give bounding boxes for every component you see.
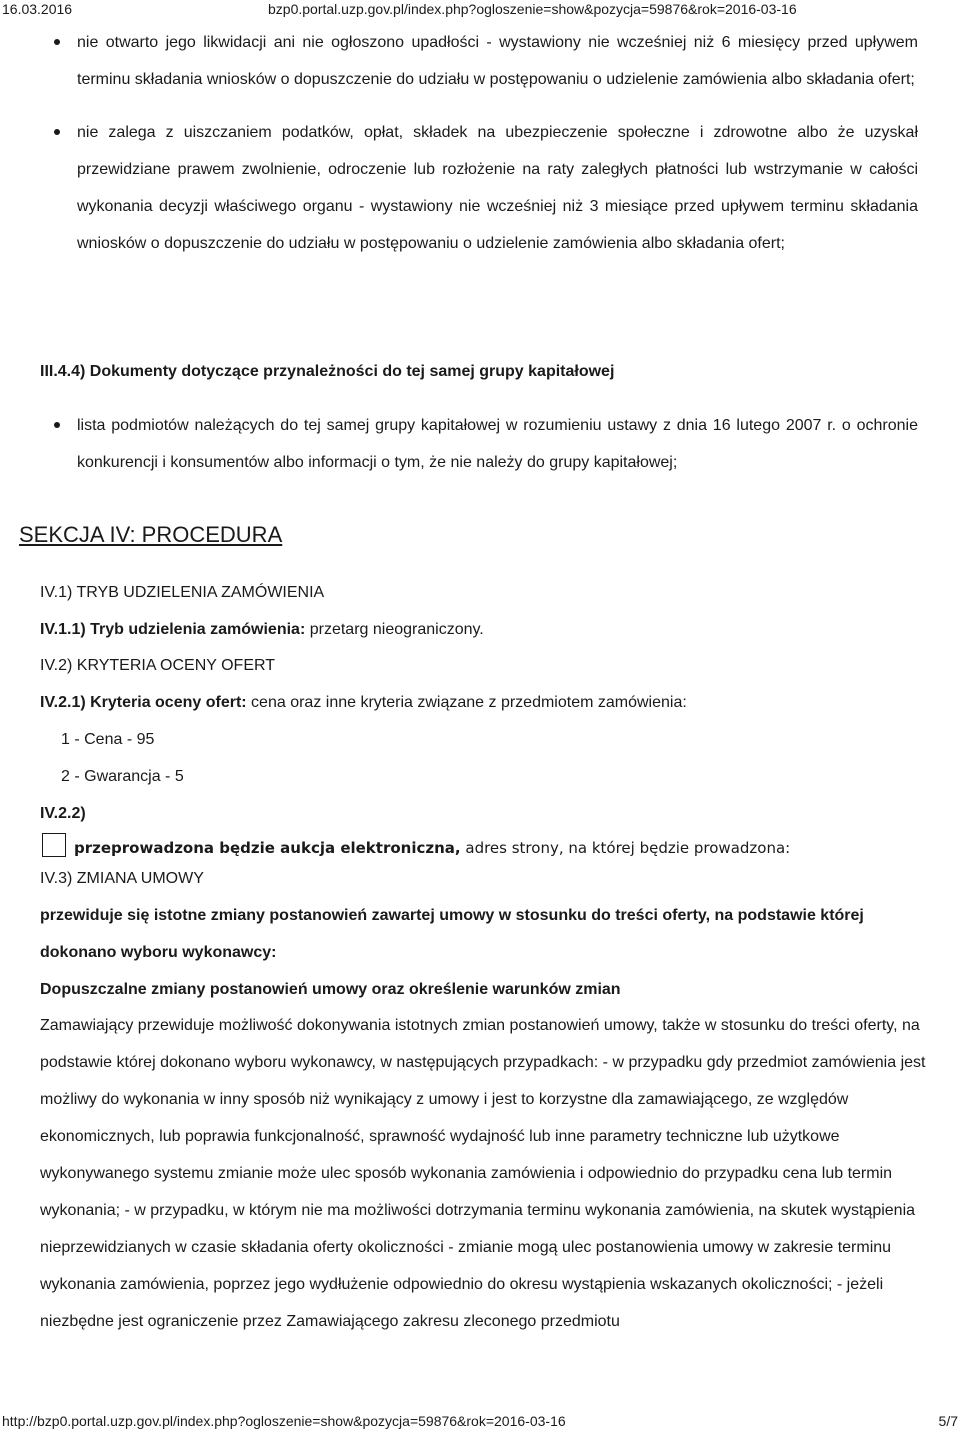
page-number: 5/7: [938, 1413, 958, 1429]
iv11-label: IV.1.1) Tryb udzielenia zamówienia:: [40, 621, 306, 638]
list-item: nie zalega z uiszczaniem podatków, opłat, składek na ubezpieczenie społeczne i zdrowotne albo że uzyskał przewidziane prawem zwolnienie, odroczenie lub rozłożenie na raty zaległych płatności lub wstrzymanie w całości wykonania decyzji właściwego organu - wystawiony nie wcześniej niż 3 miesiące przed upływem terminu składania wniosków o dopuszczenie do udziału w postępowaniu o udzielenie zamówienia albo składania ofert;: [0, 114, 960, 262]
group-documents-list: [0, 407, 960, 481]
iv21-line: [40, 693, 687, 713]
criterion-item: 2 - Gwarancja - 5: [61, 768, 184, 785]
changes-title: Dopuszczalne zmiany postanowień umowy oraz określenie warunków zmian: [40, 981, 621, 998]
print-url: bzp0.portal.uzp.gov.pl/index.php?ogloszenie=show&pozycja=59876&rok=2016-03-16: [268, 1, 797, 17]
iv3-title: IV.3) ZMIANA UMOWY: [40, 870, 204, 887]
section-title-iii-4-4: III.4.4) Dokumenty dotyczące przynależności do tej samej grupy kapitałowej: [40, 363, 615, 380]
criterion-item: 1 - Cena - 95: [61, 731, 155, 748]
iv22-label: IV.2.2): [40, 805, 86, 822]
iv21-label: IV.2.1) Kryteria oceny ofert:: [40, 694, 247, 711]
auction-rest: adres strony, na której będzie prowadzona:: [460, 839, 791, 857]
auction-checkbox: [42, 833, 66, 857]
list-item: nie otwarto jego likwidacji ani nie ogłoszono upadłości - wystawiony nie wcześniej niż 6 miesięcy przed upływem terminu składania wniosków o dopuszczenie do udziału w postępowaniu o udzielenie zamówienia albo składania ofert;: [0, 24, 960, 98]
print-date: 16.03.2016: [2, 1, 73, 17]
iv11-line: [40, 620, 484, 640]
auction-bold: przeprowadzona będzie aukcja elektroniczna,: [74, 839, 461, 857]
list-item: lista podmiotów należących do tej samej grupy kapitałowej w rozumieniu ustawy z dnia 16 lutego 2007 r. o ochronie konkurencji i konsumentów albo informacji o tym, że nie należy do grupy kapitałowej;: [0, 407, 960, 481]
iv2-title: IV.2) KRYTERIA OCENY OFERT: [40, 657, 276, 674]
auction-line: [74, 838, 790, 858]
changes-text: Zamawiający przewiduje możliwość dokonywania istotnych zmian postanowień umowy, także w stosunku do treści oferty, na podstawie której dokonano wyboru wykonawcy, w następujących przypadkach: - w przypadku gdy przedmiot zamówienia jest możliwy do wykonania w inny sposób niż wynikający z umowy i jest to korzystne dla zamawiającego, ze względów ekonomicznych, lub poprawia funkcjonalność, sprawność wydajność lub inne parametry techniczne lub użytkowe wykonywanego systemu zmianie może ulec sposób wykonania zamówienia i odpowiednio do przypadku cena lub termin wykonania; - w przypadku, w którym nie ma możliwości dotrzymania terminu wykonania zamówienia, na skutek wystąpienia nieprzewidzianych w czasie składania oferty okoliczności - zmianie mogą ulec postanowienia umowy w zakresie terminu wykonania zamówienia, poprzez jego wydłużenie odpowiednio do okresu wystąpienia wskazanych okoliczności; - jeżeli niezbędne jest ograniczenie przez Zamawiającego zakresu zleconego przedmiotu: [40, 1017, 926, 1330]
footer-url: http://bzp0.portal.uzp.gov.pl/index.php?ogloszenie=show&pozycja=59876&rok=2016-03-16: [2, 1413, 566, 1429]
iv21-value: cena oraz inne kryteria związane z przedmiotem zamówienia:: [246, 694, 687, 711]
print-footer: [0, 1412, 960, 1432]
iv11-value: przetarg nieograniczony.: [305, 621, 484, 638]
print-header: [0, 0, 960, 20]
section-heading: SEKCJA IV: PROCEDURA: [19, 522, 283, 547]
iv1-title: IV.1) TRYB UDZIELENIA ZAMÓWIENIA: [40, 584, 325, 601]
iv3-subtitle: przewiduje się istotne zmiany postanowień zawartej umowy w stosunku do treści oferty, na podstawie której dokonano wyboru wykonawcy:: [40, 907, 864, 961]
requirements-list: [0, 24, 960, 262]
